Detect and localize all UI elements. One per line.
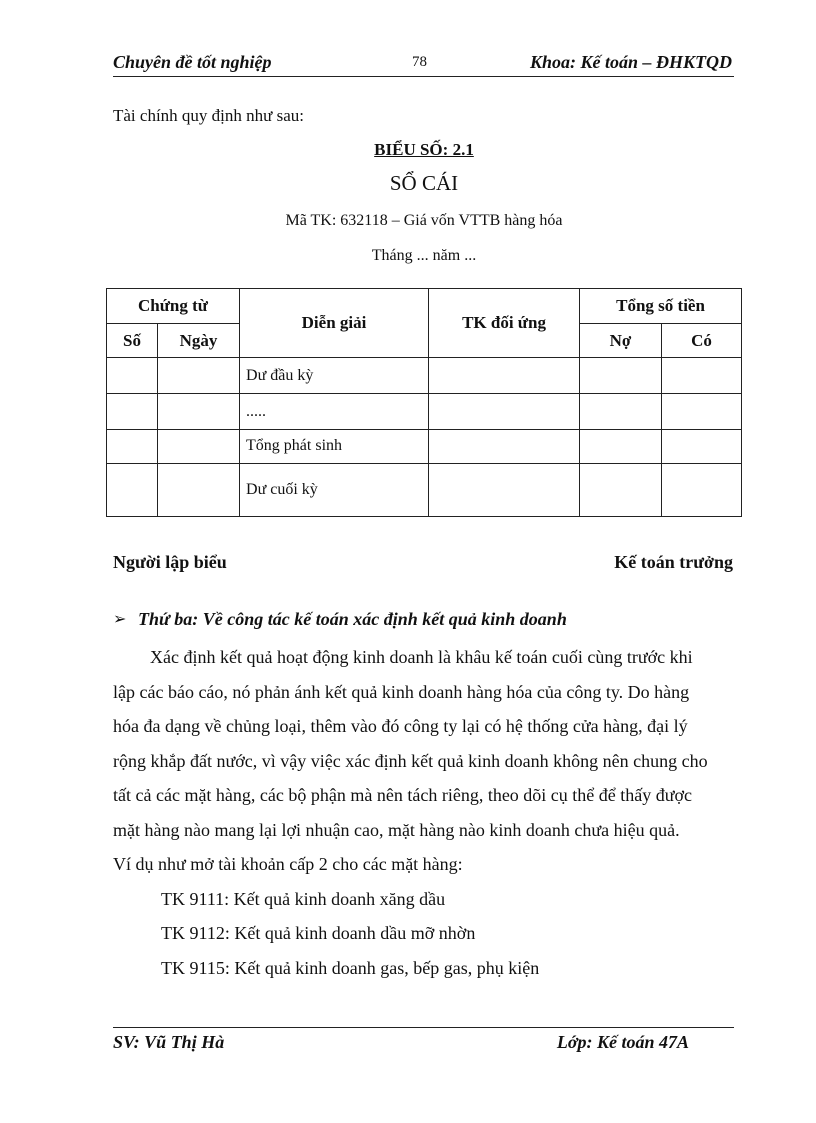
footer-rule <box>113 1027 734 1028</box>
paragraph-line: mặt hàng nào mang lại lợi nhuận cao, mặt hàng nào kinh doanh chưa hiệu quả. <box>113 819 680 840</box>
col-voucher-no: Số <box>107 324 158 358</box>
page-number: 78 <box>412 54 427 70</box>
paragraph-line: lập các báo cáo, nó phản ánh kết quả kinh doanh hàng hóa của công ty. Do hàng <box>113 681 690 702</box>
paragraph-line: tất cả các mặt hàng, các bộ phận mà nên tách riêng, theo dõi cụ thể để thấy được <box>113 785 693 805</box>
row-description: Dư cuối kỳ <box>240 463 429 516</box>
form-period: Tháng ... năm ... <box>371 247 477 264</box>
ledger-table <box>106 288 742 517</box>
form-account: Mã TK: 632118 – Giá vốn VTTB hàng hóa <box>285 212 563 229</box>
col-contra-account: TK đối ứng <box>429 289 580 358</box>
col-voucher: Chứng từ <box>107 289 240 324</box>
section-paragraph <box>113 640 734 985</box>
paragraph-line: Xác định kết quả hoạt động kinh doanh là khâu kế toán cuối cùng trước khi <box>150 647 693 667</box>
table-row <box>107 429 742 463</box>
row-description: Dư đầu kỳ <box>240 358 429 394</box>
col-voucher-date: Ngày <box>158 324 240 358</box>
footer-left: SV: Vũ Thị Hà <box>113 1032 225 1052</box>
row-description: Tổng phát sinh <box>240 429 429 463</box>
table-row <box>107 394 742 429</box>
col-description: Diễn giải <box>240 289 429 358</box>
signature-chief-accountant: Kế toán trưởng <box>614 552 733 572</box>
col-total-amount: Tổng số tiền <box>580 289 742 324</box>
account-line: TK 9115: Kết quả kinh doanh gas, bếp gas, phụ kiện <box>161 957 540 978</box>
bullet-arrow-icon: ➢ <box>113 611 127 628</box>
table-row <box>107 358 742 394</box>
form-code: BIỂU SỐ: 2.1 <box>374 140 474 159</box>
paragraph-line: rộng khắp đất nước, vì vậy việc xác định kết quả kinh doanh không nên chung cho <box>113 750 708 771</box>
intro-line: Tài chính quy định như sau: <box>113 106 304 125</box>
paragraph-line: hóa đa dạng về chủng loại, thêm vào đó công ty lại có hệ thống cửa hàng, đại lý <box>113 716 688 736</box>
table-row <box>107 463 742 516</box>
account-line: TK 9111: Kết quả kinh doanh xăng dầu <box>161 888 446 909</box>
header-rule <box>113 76 734 77</box>
col-credit: Có <box>662 324 742 358</box>
header-left: Chuyên đề tốt nghiệp <box>113 52 272 72</box>
header-right: Khoa: Kế toán – ĐHKTQD <box>529 52 732 72</box>
footer-right: Lớp: Kế toán 47A <box>556 1032 689 1052</box>
account-line: TK 9112: Kết quả kinh doanh dầu mỡ nhờn <box>161 923 476 943</box>
row-description: ..... <box>240 394 429 429</box>
signature-preparer: Người lập biểu <box>113 552 227 572</box>
example-intro: Ví dụ như mở tài khoản cấp 2 cho các mặt hàng: <box>113 854 463 874</box>
col-debit: Nợ <box>580 324 662 358</box>
section-title: Thứ ba: Về công tác kế toán xác định kết quả kinh doanh <box>138 609 567 629</box>
form-title: SỔ CÁI <box>389 171 459 195</box>
